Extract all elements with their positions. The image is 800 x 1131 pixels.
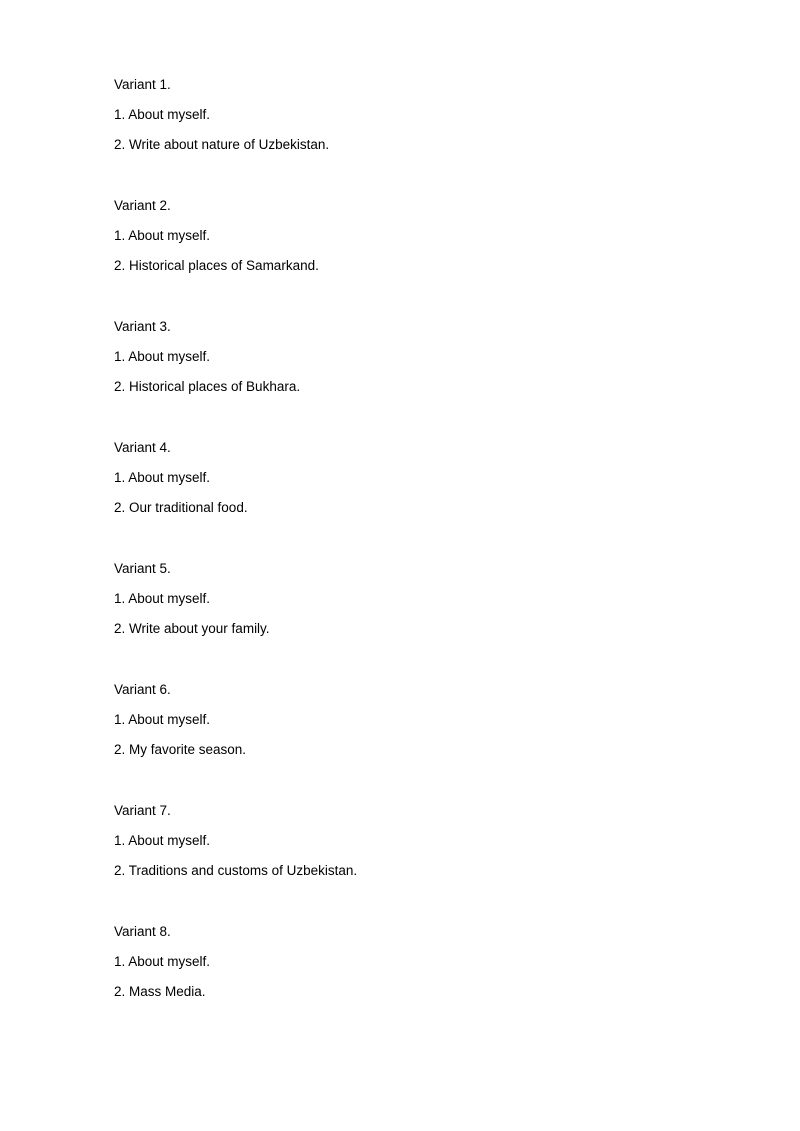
variant-list <box>114 76 714 1044</box>
variant-item: 1. About myself. <box>114 712 211 728</box>
variant-item: 2. Mass Media. <box>114 984 206 1000</box>
variant-block <box>114 439 714 560</box>
variant-block <box>114 681 714 802</box>
variant-item: 2. My favorite season. <box>114 742 247 758</box>
variant-item: 1. About myself. <box>114 470 211 486</box>
variant-item: 1. About myself. <box>114 954 211 970</box>
variant-block <box>114 560 714 681</box>
variant-item: 1. About myself. <box>114 228 211 244</box>
variant-block <box>114 76 714 197</box>
variant-item: 2. Historical places of Samarkand. <box>114 258 319 274</box>
variant-block <box>114 923 714 1044</box>
variant-title: Variant 6. <box>114 682 171 697</box>
variant-block <box>114 318 714 439</box>
variant-title: Variant 8. <box>114 924 171 939</box>
variant-title: Variant 7. <box>114 803 171 818</box>
variant-item: 1. About myself. <box>114 107 211 123</box>
variant-block <box>114 197 714 318</box>
variant-item: 1. About myself. <box>114 833 211 849</box>
variant-item: 1. About myself. <box>114 591 211 607</box>
variant-title: Variant 4. <box>114 440 171 455</box>
variant-block <box>114 802 714 923</box>
variant-title: Variant 5. <box>114 561 171 576</box>
variant-title: Variant 2. <box>114 198 171 213</box>
variant-title: Variant 3. <box>114 319 171 334</box>
variant-item: 2. Write about nature of Uzbekistan. <box>114 137 330 153</box>
variant-item: 1. About myself. <box>114 349 211 365</box>
variant-item: 2. Our traditional food. <box>114 500 248 516</box>
variant-title: Variant 1. <box>114 77 171 92</box>
variant-item: 2. Historical places of Bukhara. <box>114 379 301 395</box>
variant-item: 2. Traditions and customs of Uzbekistan. <box>114 863 358 879</box>
variant-item: 2. Write about your family. <box>114 621 270 637</box>
